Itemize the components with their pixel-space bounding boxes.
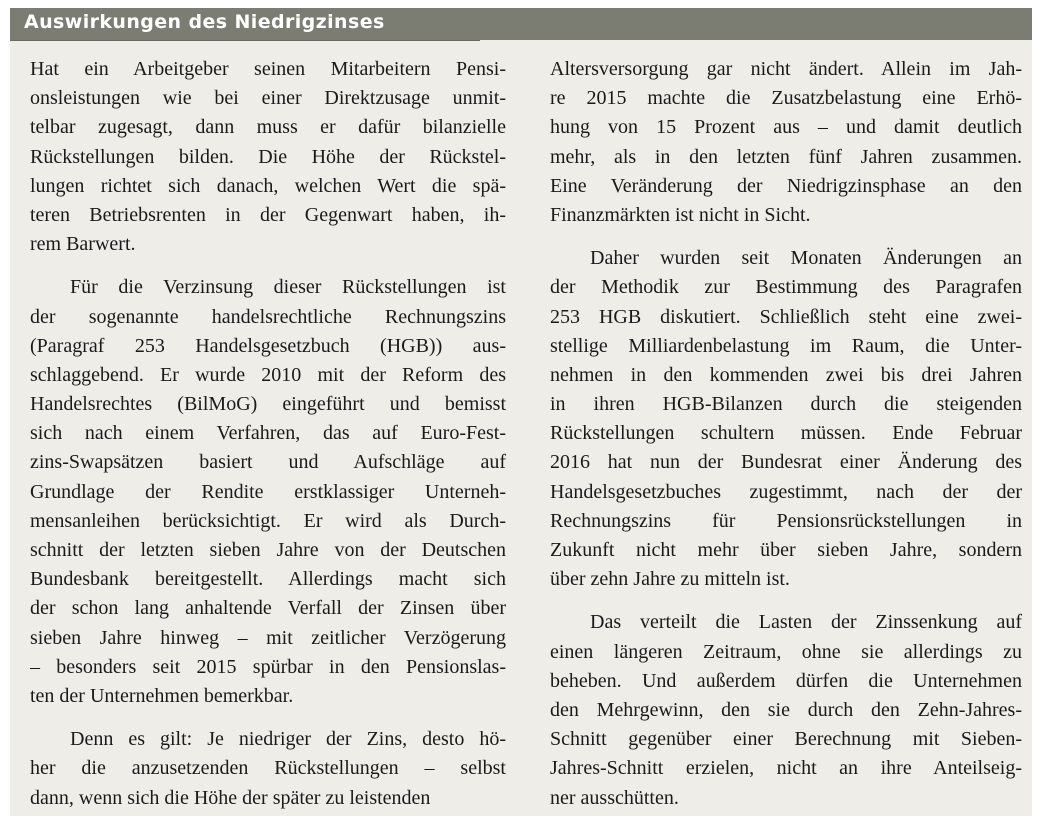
text-line: teren Betriebsrenten in der Gegenwart haben, ih-	[30, 203, 506, 226]
text-line: hung von 15 Prozent aus – und damit deutlich	[550, 116, 1022, 139]
text-line: der schon lang anhaltende Verfall der Zinsen über	[30, 597, 506, 620]
text-line: re 2015 machte die Zusatzbelastung eine Erhö-	[550, 87, 1022, 110]
text-line: Daher wurden seit Monaten Änderungen an	[590, 247, 1022, 270]
text-line: beheben. Und außerdem dürfen die Unternehmen	[550, 669, 1022, 692]
text-line: nehmen in den kommenden zwei bis drei Jahren	[550, 363, 1022, 386]
text-line: den Mehrgewinn, den sie durch den Zehn-Jahres-	[550, 698, 1022, 721]
text-column-left	[30, 55, 506, 813]
text-line: ten der Unternehmen bemerkbar.	[30, 684, 294, 707]
header-underline	[10, 40, 480, 41]
paragraph	[550, 608, 1022, 812]
text-line: telbar zugesagt, dann muss er dafür bilanzielle	[30, 116, 506, 139]
paragraph-gap	[30, 259, 506, 273]
paragraph-gap	[30, 711, 506, 725]
text-line: Handelsgesetzbuches zugestimmt, nach der der	[550, 480, 1022, 503]
text-line: Zukunft nicht mehr über sieben Jahre, sondern	[550, 539, 1022, 561]
text-line: zins-Swapsätzen basiert und Aufschläge auf	[30, 451, 506, 474]
paragraph-gap	[550, 230, 1022, 244]
text-line: Für die Verzinsung dieser Rückstellungen ist	[70, 276, 506, 299]
text-line: 2016 hat nun der Bundesrat einer Änderung des	[550, 451, 1022, 474]
paragraph	[30, 55, 506, 259]
text-line: Denn es gilt: Je niedriger der Zins, desto hö-	[70, 728, 506, 751]
text-line: Eine Veränderung der Niedrigzinsphase an den	[550, 174, 1022, 197]
text-line: schnitt der letzten sieben Jahre von der Deutschen	[30, 539, 506, 561]
text-line: Jahres-Schnitt erzielen, nicht an ihre Anteilseig-	[550, 757, 1022, 780]
text-line: Rückstellungen schultern müssen. Ende Februar	[550, 422, 1022, 445]
text-line: der sogenannte handelsrechtliche Rechnungszins	[30, 305, 506, 328]
text-line: Handelsrechtes (BilMoG) eingeführt und bemisst	[30, 393, 506, 416]
text-line: rem Barwert.	[30, 233, 136, 256]
text-line: Grundlage der Rendite erstklassiger Unterneh-	[30, 480, 506, 503]
text-line: der Methodik zur Bestimmung des Paragrafen	[550, 276, 1022, 299]
text-line: Bundesbank bereitgestellt. Allerdings macht sich	[30, 568, 506, 591]
paragraph	[550, 244, 1022, 594]
text-line: schlaggebend. Er wurde 2010 mit der Reform des	[30, 363, 506, 386]
paragraph	[30, 273, 506, 711]
text-line: stellige Milliardenbelastung im Raum, die Unter-	[550, 334, 1022, 357]
text-line: 253 HGB diskutiert. Schließlich steht eine zwei-	[550, 305, 1022, 328]
text-line: ner ausschütten.	[550, 786, 679, 809]
text-line: dann, wenn sich die Höhe der später zu leistenden	[30, 786, 431, 809]
text-line: – besonders seit 2015 spürbar in den Pensionslas-	[30, 655, 506, 678]
text-line: (Paragraf 253 Handelsgesetzbuch (HGB)) aus-	[30, 334, 506, 357]
text-line: Rückstellungen bilden. Die Höhe der Rückstel-	[30, 145, 506, 168]
text-line: sieben Jahre hinweg – mit zeitlicher Verzögerung	[30, 626, 506, 649]
text-line: einen längeren Zeitraum, ohne sie allerdings zu	[550, 640, 1022, 663]
paragraph	[30, 725, 506, 813]
article-box	[10, 8, 1032, 816]
text-line: onsleistungen wie bei einer Direktzusage unmit-	[30, 87, 506, 110]
text-line: lungen richtet sich danach, welchen Wert die spä-	[30, 174, 506, 197]
text-line: Schnitt gegenüber einer Berechnung mit Sieben-	[550, 728, 1022, 751]
text-line: her die anzusetzenden Rückstellungen – selbst	[30, 757, 506, 780]
paragraph-gap	[550, 594, 1022, 608]
text-line: Altersversorgung gar nicht ändert. Allein im Jah-	[550, 58, 1022, 80]
text-line: mehr, als in den letzten fünf Jahren zusammen.	[550, 145, 1022, 168]
text-line: Rechnungszins für Pensionsrückstellungen in	[550, 509, 1022, 532]
text-line: sich nach einem Verfahren, das auf Euro-Fest-	[30, 422, 506, 445]
text-column-right	[550, 55, 1022, 813]
text-line: Finanzmärkten ist nicht in Sicht.	[550, 203, 811, 226]
article-title: Auswirkungen des Niedrigzinses	[24, 11, 385, 33]
text-line: in ihren HGB-Bilanzen durch die steigenden	[550, 393, 1022, 416]
text-line: Hat ein Arbeitgeber seinen Mitarbeitern Pensi-	[30, 58, 506, 80]
article-header-bar	[10, 8, 1032, 40]
text-line: mensanleihen berücksichtigt. Er wird als Durch-	[30, 509, 506, 532]
text-line: über zehn Jahre zu mitteln ist.	[550, 568, 790, 591]
paragraph	[550, 55, 1022, 230]
text-line: Das verteilt die Lasten der Zinssenkung auf	[590, 611, 1022, 634]
